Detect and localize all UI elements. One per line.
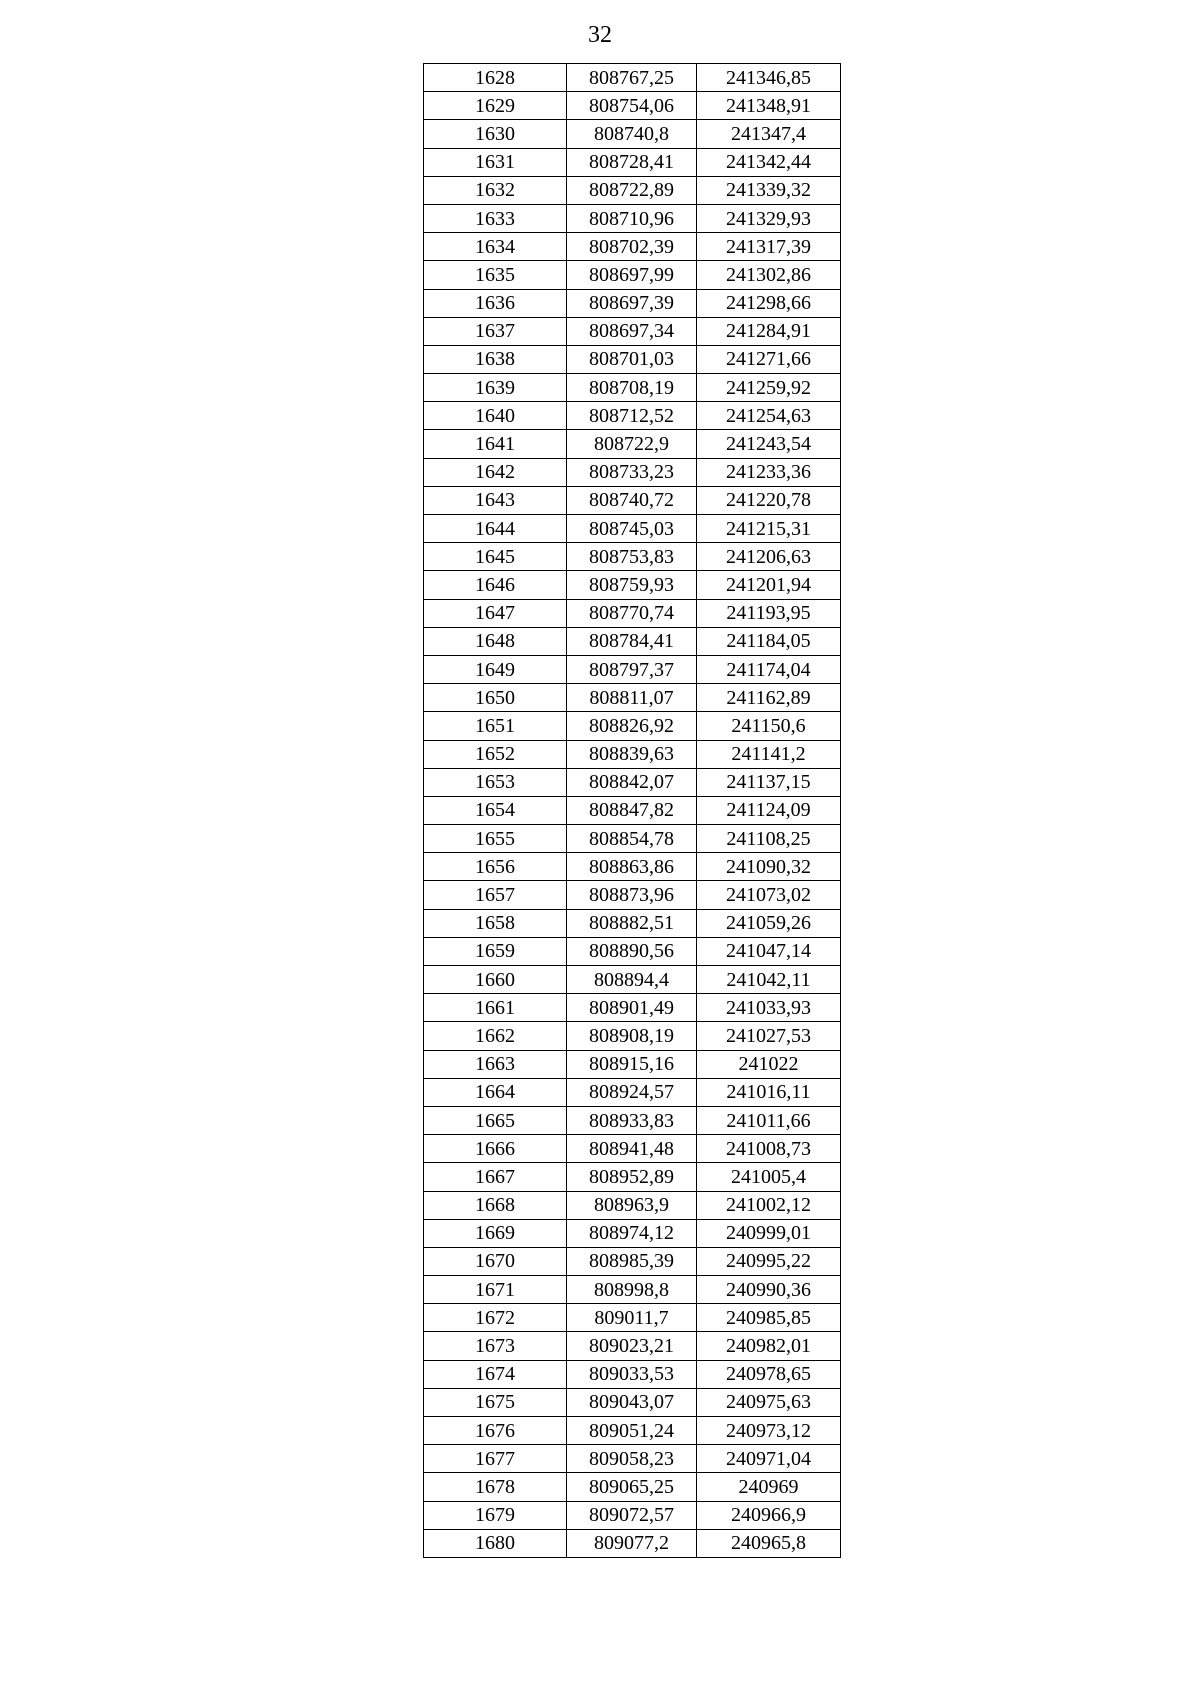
x-coordinate-cell: 808882,51: [567, 909, 697, 937]
x-coordinate-cell: 809011,7: [567, 1304, 697, 1332]
point-number-cell: 1650: [424, 684, 567, 712]
point-number-cell: 1671: [424, 1276, 567, 1304]
point-number-cell: 1662: [424, 1022, 567, 1050]
y-coordinate-cell: 241254,63: [697, 402, 841, 430]
x-coordinate-cell: 808797,37: [567, 655, 697, 683]
y-coordinate-cell: 241347,4: [697, 120, 841, 148]
table-row: [424, 120, 841, 148]
x-coordinate-cell: 808697,34: [567, 317, 697, 345]
point-number-cell: 1628: [424, 64, 567, 92]
y-coordinate-cell: 241174,04: [697, 655, 841, 683]
table-row: [424, 345, 841, 373]
point-number-cell: 1673: [424, 1332, 567, 1360]
point-number-cell: 1647: [424, 599, 567, 627]
table-row: [424, 1163, 841, 1191]
point-number-cell: 1648: [424, 627, 567, 655]
point-number-cell: 1667: [424, 1163, 567, 1191]
point-number-cell: 1646: [424, 571, 567, 599]
table-row: [424, 966, 841, 994]
y-coordinate-cell: 240969: [697, 1473, 841, 1501]
table-row: [424, 92, 841, 120]
y-coordinate-cell: 241271,66: [697, 345, 841, 373]
point-number-cell: 1641: [424, 430, 567, 458]
point-number-cell: 1644: [424, 515, 567, 543]
point-number-cell: 1660: [424, 966, 567, 994]
x-coordinate-cell: 808826,92: [567, 712, 697, 740]
point-number-cell: 1668: [424, 1191, 567, 1219]
x-coordinate-cell: 808924,57: [567, 1078, 697, 1106]
table-row: [424, 1050, 841, 1078]
y-coordinate-cell: 241215,31: [697, 515, 841, 543]
table-row: [424, 627, 841, 655]
table-row: [424, 1022, 841, 1050]
table-row: [424, 1332, 841, 1360]
y-coordinate-cell: 241042,11: [697, 966, 841, 994]
y-coordinate-cell: 241002,12: [697, 1191, 841, 1219]
y-coordinate-cell: 241329,93: [697, 204, 841, 232]
point-number-cell: 1640: [424, 402, 567, 430]
x-coordinate-cell: 808915,16: [567, 1050, 697, 1078]
table-row: [424, 1360, 841, 1388]
x-coordinate-cell: 808697,39: [567, 289, 697, 317]
x-coordinate-cell: 808740,72: [567, 486, 697, 514]
x-coordinate-cell: 808908,19: [567, 1022, 697, 1050]
table-row: [424, 1106, 841, 1134]
x-coordinate-cell: 808901,49: [567, 994, 697, 1022]
table-row: [424, 515, 841, 543]
y-coordinate-cell: 241047,14: [697, 937, 841, 965]
y-coordinate-cell: 241033,93: [697, 994, 841, 1022]
y-coordinate-cell: 241220,78: [697, 486, 841, 514]
point-number-cell: 1669: [424, 1219, 567, 1247]
table-row: [424, 1473, 841, 1501]
coordinates-table-body: [424, 64, 841, 1558]
point-number-cell: 1661: [424, 994, 567, 1022]
table-row: [424, 853, 841, 881]
x-coordinate-cell: 808847,82: [567, 796, 697, 824]
x-coordinate-cell: 808740,8: [567, 120, 697, 148]
point-number-cell: 1675: [424, 1388, 567, 1416]
table-row: [424, 233, 841, 261]
table-row: [424, 909, 841, 937]
table-row: [424, 1276, 841, 1304]
y-coordinate-cell: 241016,11: [697, 1078, 841, 1106]
point-number-cell: 1634: [424, 233, 567, 261]
table-row: [424, 430, 841, 458]
point-number-cell: 1643: [424, 486, 567, 514]
x-coordinate-cell: 808728,41: [567, 148, 697, 176]
point-number-cell: 1633: [424, 204, 567, 232]
table-row: [424, 1191, 841, 1219]
point-number-cell: 1680: [424, 1529, 567, 1557]
point-number-cell: 1674: [424, 1360, 567, 1388]
point-number-cell: 1630: [424, 120, 567, 148]
x-coordinate-cell: 809033,53: [567, 1360, 697, 1388]
y-coordinate-cell: 241108,25: [697, 825, 841, 853]
x-coordinate-cell: 808952,89: [567, 1163, 697, 1191]
table-row: [424, 148, 841, 176]
page-number: 32: [588, 22, 612, 48]
point-number-cell: 1631: [424, 148, 567, 176]
x-coordinate-cell: 809043,07: [567, 1388, 697, 1416]
x-coordinate-cell: 808753,83: [567, 543, 697, 571]
point-number-cell: 1655: [424, 825, 567, 853]
table-row: [424, 655, 841, 683]
table-row: [424, 486, 841, 514]
x-coordinate-cell: 808722,9: [567, 430, 697, 458]
y-coordinate-cell: 241284,91: [697, 317, 841, 345]
table-row: [424, 571, 841, 599]
table-row: [424, 1078, 841, 1106]
x-coordinate-cell: 809065,25: [567, 1473, 697, 1501]
x-coordinate-cell: 808985,39: [567, 1247, 697, 1275]
point-number-cell: 1652: [424, 740, 567, 768]
table-row: [424, 740, 841, 768]
x-coordinate-cell: 808745,03: [567, 515, 697, 543]
x-coordinate-cell: 808754,06: [567, 92, 697, 120]
x-coordinate-cell: 808811,07: [567, 684, 697, 712]
y-coordinate-cell: 240985,85: [697, 1304, 841, 1332]
point-number-cell: 1666: [424, 1135, 567, 1163]
point-number-cell: 1663: [424, 1050, 567, 1078]
x-coordinate-cell: 808701,03: [567, 345, 697, 373]
x-coordinate-cell: 809072,57: [567, 1501, 697, 1529]
y-coordinate-cell: 241317,39: [697, 233, 841, 261]
point-number-cell: 1677: [424, 1445, 567, 1473]
x-coordinate-cell: 808839,63: [567, 740, 697, 768]
table-row: [424, 684, 841, 712]
y-coordinate-cell: 240975,63: [697, 1388, 841, 1416]
point-number-cell: 1672: [424, 1304, 567, 1332]
y-coordinate-cell: 240965,8: [697, 1529, 841, 1557]
y-coordinate-cell: 241011,66: [697, 1106, 841, 1134]
coordinates-table: [423, 63, 841, 1558]
x-coordinate-cell: 808941,48: [567, 1135, 697, 1163]
y-coordinate-cell: 241184,05: [697, 627, 841, 655]
x-coordinate-cell: 808974,12: [567, 1219, 697, 1247]
y-coordinate-cell: 241348,91: [697, 92, 841, 120]
table-row: [424, 881, 841, 909]
y-coordinate-cell: 241150,6: [697, 712, 841, 740]
table-row: [424, 374, 841, 402]
table-row: [424, 1417, 841, 1445]
y-coordinate-cell: 241008,73: [697, 1135, 841, 1163]
y-coordinate-cell: 241073,02: [697, 881, 841, 909]
y-coordinate-cell: 241243,54: [697, 430, 841, 458]
x-coordinate-cell: 808963,9: [567, 1191, 697, 1219]
point-number-cell: 1642: [424, 458, 567, 486]
table-row: [424, 1247, 841, 1275]
y-coordinate-cell: 241193,95: [697, 599, 841, 627]
point-number-cell: 1664: [424, 1078, 567, 1106]
x-coordinate-cell: 808863,86: [567, 853, 697, 881]
x-coordinate-cell: 809077,2: [567, 1529, 697, 1557]
x-coordinate-cell: 809051,24: [567, 1417, 697, 1445]
table-row: [424, 1304, 841, 1332]
x-coordinate-cell: 808784,41: [567, 627, 697, 655]
x-coordinate-cell: 808933,83: [567, 1106, 697, 1134]
table-row: [424, 796, 841, 824]
point-number-cell: 1670: [424, 1247, 567, 1275]
table-row: [424, 458, 841, 486]
point-number-cell: 1645: [424, 543, 567, 571]
x-coordinate-cell: 808702,39: [567, 233, 697, 261]
y-coordinate-cell: 241201,94: [697, 571, 841, 599]
table-row: [424, 1445, 841, 1473]
table-row: [424, 937, 841, 965]
y-coordinate-cell: 241005,4: [697, 1163, 841, 1191]
point-number-cell: 1678: [424, 1473, 567, 1501]
y-coordinate-cell: 240990,36: [697, 1276, 841, 1304]
y-coordinate-cell: 240982,01: [697, 1332, 841, 1360]
x-coordinate-cell: 808759,93: [567, 571, 697, 599]
table-row: [424, 543, 841, 571]
y-coordinate-cell: 241124,09: [697, 796, 841, 824]
x-coordinate-cell: 808894,4: [567, 966, 697, 994]
y-coordinate-cell: 241022: [697, 1050, 841, 1078]
y-coordinate-cell: 241137,15: [697, 768, 841, 796]
point-number-cell: 1629: [424, 92, 567, 120]
point-number-cell: 1676: [424, 1417, 567, 1445]
y-coordinate-cell: 241302,86: [697, 261, 841, 289]
x-coordinate-cell: 809023,21: [567, 1332, 697, 1360]
y-coordinate-cell: 241259,92: [697, 374, 841, 402]
y-coordinate-cell: 241206,63: [697, 543, 841, 571]
table-row: [424, 1529, 841, 1557]
y-coordinate-cell: 240973,12: [697, 1417, 841, 1445]
point-number-cell: 1639: [424, 374, 567, 402]
table-row: [424, 176, 841, 204]
point-number-cell: 1657: [424, 881, 567, 909]
x-coordinate-cell: 808722,89: [567, 176, 697, 204]
table-row: [424, 261, 841, 289]
x-coordinate-cell: 808998,8: [567, 1276, 697, 1304]
x-coordinate-cell: 808854,78: [567, 825, 697, 853]
x-coordinate-cell: 808770,74: [567, 599, 697, 627]
y-coordinate-cell: 240978,65: [697, 1360, 841, 1388]
x-coordinate-cell: 808890,56: [567, 937, 697, 965]
y-coordinate-cell: 241346,85: [697, 64, 841, 92]
table-row: [424, 825, 841, 853]
x-coordinate-cell: 809058,23: [567, 1445, 697, 1473]
point-number-cell: 1638: [424, 345, 567, 373]
y-coordinate-cell: 240995,22: [697, 1247, 841, 1275]
point-number-cell: 1635: [424, 261, 567, 289]
y-coordinate-cell: 241162,89: [697, 684, 841, 712]
point-number-cell: 1653: [424, 768, 567, 796]
x-coordinate-cell: 808712,52: [567, 402, 697, 430]
y-coordinate-cell: 241059,26: [697, 909, 841, 937]
y-coordinate-cell: 241298,66: [697, 289, 841, 317]
point-number-cell: 1654: [424, 796, 567, 824]
point-number-cell: 1632: [424, 176, 567, 204]
table-row: [424, 1219, 841, 1247]
y-coordinate-cell: 240999,01: [697, 1219, 841, 1247]
point-number-cell: 1658: [424, 909, 567, 937]
y-coordinate-cell: 241233,36: [697, 458, 841, 486]
point-number-cell: 1651: [424, 712, 567, 740]
table-row: [424, 768, 841, 796]
table-row: [424, 289, 841, 317]
point-number-cell: 1656: [424, 853, 567, 881]
table-row: [424, 994, 841, 1022]
x-coordinate-cell: 808710,96: [567, 204, 697, 232]
table-row: [424, 402, 841, 430]
x-coordinate-cell: 808708,19: [567, 374, 697, 402]
x-coordinate-cell: 808733,23: [567, 458, 697, 486]
point-number-cell: 1665: [424, 1106, 567, 1134]
y-coordinate-cell: 241339,32: [697, 176, 841, 204]
point-number-cell: 1679: [424, 1501, 567, 1529]
table-row: [424, 1135, 841, 1163]
point-number-cell: 1636: [424, 289, 567, 317]
point-number-cell: 1649: [424, 655, 567, 683]
y-coordinate-cell: 240966,9: [697, 1501, 841, 1529]
x-coordinate-cell: 808767,25: [567, 64, 697, 92]
x-coordinate-cell: 808697,99: [567, 261, 697, 289]
point-number-cell: 1637: [424, 317, 567, 345]
y-coordinate-cell: 241342,44: [697, 148, 841, 176]
point-number-cell: 1659: [424, 937, 567, 965]
table-row: [424, 64, 841, 92]
table-row: [424, 712, 841, 740]
y-coordinate-cell: 241090,32: [697, 853, 841, 881]
y-coordinate-cell: 241141,2: [697, 740, 841, 768]
x-coordinate-cell: 808873,96: [567, 881, 697, 909]
table-row: [424, 204, 841, 232]
table-row: [424, 1501, 841, 1529]
table-row: [424, 599, 841, 627]
table-row: [424, 317, 841, 345]
y-coordinate-cell: 240971,04: [697, 1445, 841, 1473]
y-coordinate-cell: 241027,53: [697, 1022, 841, 1050]
x-coordinate-cell: 808842,07: [567, 768, 697, 796]
table-row: [424, 1388, 841, 1416]
